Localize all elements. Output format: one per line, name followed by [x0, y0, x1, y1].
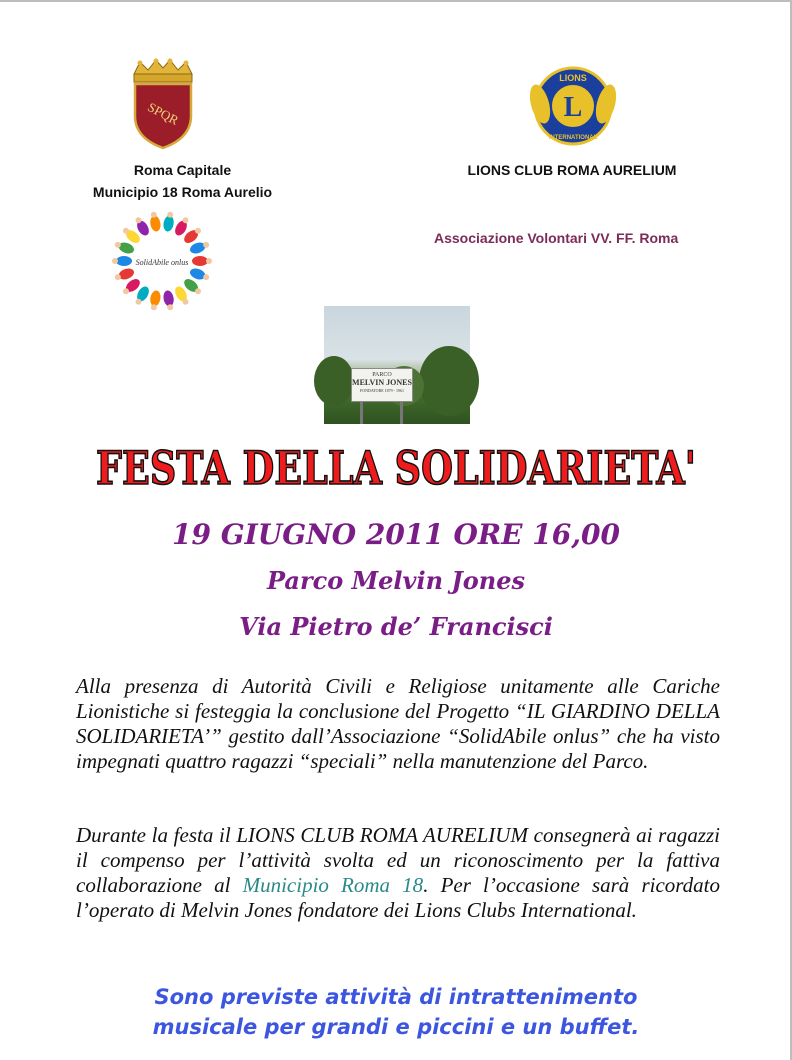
lions-club-label: LIONS CLUB ROMA AURELIUM: [467, 162, 677, 178]
ring-figure: [115, 267, 136, 282]
ring-figure: [162, 290, 175, 311]
roma-capitale-line1: Roma Capitale: [133, 162, 232, 178]
event-date: 19 GIUGNO 2011 ORE 16,00: [172, 518, 620, 551]
ring-figure: [115, 241, 136, 256]
ring-figure: [149, 290, 162, 311]
roma-capitale-crest: [128, 58, 198, 150]
sign-line1: PARCO: [372, 372, 392, 378]
solidabile-logo: [110, 212, 214, 310]
ring-figure: [192, 256, 212, 266]
details-text-b: . Per l’occasione sarà ricordato l’operato di Melvin Jones fondatore dei Lions Clubs International.: [76, 873, 720, 922]
municipio-highlight: Municipio Roma 18: [242, 873, 424, 897]
spqr-text: SPQR: [145, 99, 182, 128]
ring-figure: [188, 267, 209, 282]
solidabile-text: SolidAbile onlus: [135, 258, 189, 267]
ring-figure: [162, 212, 175, 233]
event-title-text: FESTA DELLA SOLIDARIETA': [96, 441, 696, 495]
roma-capitale-label: [70, 160, 295, 202]
lions-letter: L: [563, 92, 583, 123]
footer-note: [60, 982, 732, 1042]
footer-line2: musicale per grandi e piccini e un buffet.: [152, 1015, 640, 1039]
details-text-a: Durante la festa il LIONS CLUB ROMA AURELIUM consegnerà ai ragazzi il compenso per l’attività svolta ed un riconoscimento per la fattiva collaborazione al: [76, 823, 720, 897]
paragraph-details: [76, 823, 720, 923]
top-border: [0, 0, 792, 2]
roma-capitale-line2: Municipio 18 Roma Aurelio: [92, 184, 273, 200]
event-address: Via Pietro de’ Francisci: [239, 612, 553, 641]
footer-line1: Sono previste attività di intrattenimento: [154, 985, 638, 1009]
paragraph-intro: Alla presenza di Autorità Civili e Religiose unitamente alle Cariche Lionistiche si festeggia la conclusione del Progetto “IL GIARDINO DELLA SOLIDARIETA’” gestito dall’Associazione “SolidAbile onlus” che ha visto impegnati quattro ragazzi “speciali” nella manutenzione del Parco.: [76, 674, 720, 773]
park-sign-photo: [324, 306, 470, 424]
lions-top-text: LIONS: [559, 73, 587, 83]
event-place: Parco Melvin Jones: [267, 566, 525, 595]
ring-figure: [112, 256, 132, 266]
park-sign: [351, 368, 413, 402]
lions-bottom-text: INTERNATIONAL: [548, 135, 598, 141]
sign-line2: MELVIN JONES: [352, 378, 412, 387]
ring-figure: [149, 212, 162, 233]
sign-line3: FONDATORE 1879 - 1961: [359, 388, 405, 393]
event-title: [90, 418, 702, 504]
lions-international-logo: [526, 64, 620, 148]
association-label: Associazione Volontari VV. FF. Roma: [434, 230, 679, 246]
ring-figure: [188, 241, 209, 256]
